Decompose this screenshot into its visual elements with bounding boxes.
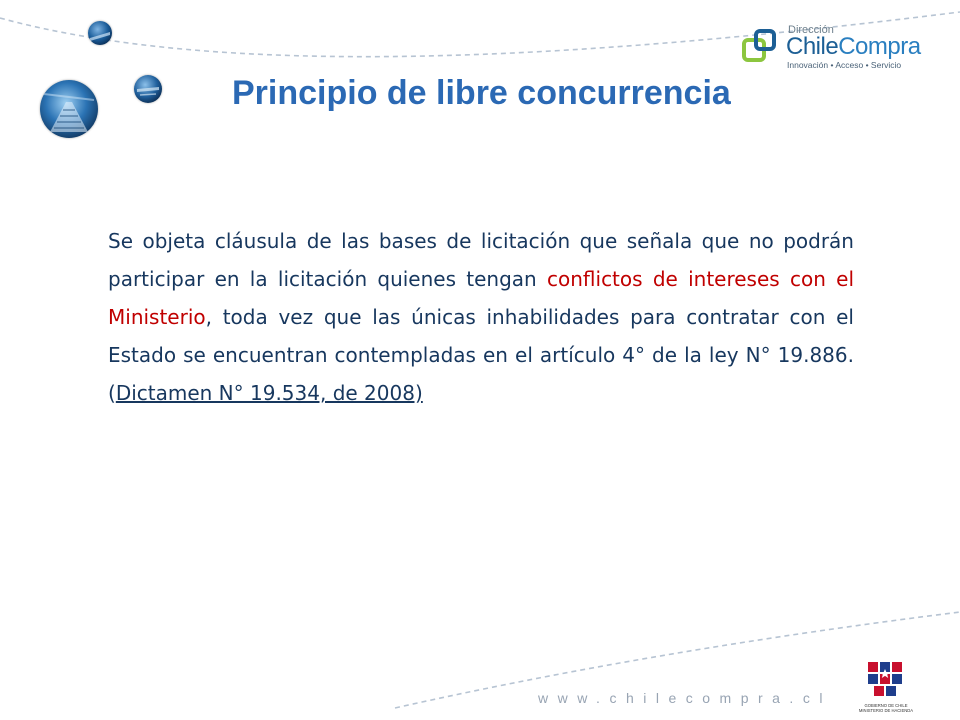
logo-brand-name — [786, 33, 921, 61]
gobierno-chile-emblem-icon — [866, 660, 906, 702]
photo-orb-medium — [134, 75, 162, 103]
logo-tagline: Innovación • Acceso • Servicio — [787, 60, 902, 70]
slide-title: Principio de libre concurrencia — [232, 74, 731, 112]
dictamen-reference: Dictamen N° 19.534, de 2008) — [115, 381, 423, 405]
gobierno-de-chile-logo — [850, 660, 922, 716]
gov-caption-line2: MINISTERIO DE HACIENDA — [858, 708, 914, 713]
chilecompra-logo — [738, 24, 921, 76]
logo-brand-part2: Compra — [838, 33, 921, 60]
chilecompra-logo-mark-icon — [740, 28, 782, 68]
footer-website-url: www.chilecompra.cl — [538, 690, 832, 706]
gov-logo-caption — [850, 703, 922, 713]
photo-orb-small — [88, 21, 112, 45]
logo-direccion-label: Dirección — [788, 24, 834, 36]
gov-caption-line1: GOBIERNO DE CHILE — [864, 703, 908, 708]
logo-brand-part1: Chile — [786, 33, 839, 60]
body-text-intro: Se objeta cláusula de las bases de licitación que señala que no podrán participar en la licitación quienes tengan — [108, 229, 854, 291]
body-text-highlight: conflictos de intereses con el Ministerio — [108, 267, 854, 329]
photo-orb-large — [40, 80, 98, 138]
body-text-continuation: , toda vez que las únicas inhabilidades para contratar con el Estado se encuentran contempladas en el artículo 4° de la ley N° 19.886. ( — [108, 305, 854, 405]
slide-body-paragraph — [108, 222, 854, 412]
